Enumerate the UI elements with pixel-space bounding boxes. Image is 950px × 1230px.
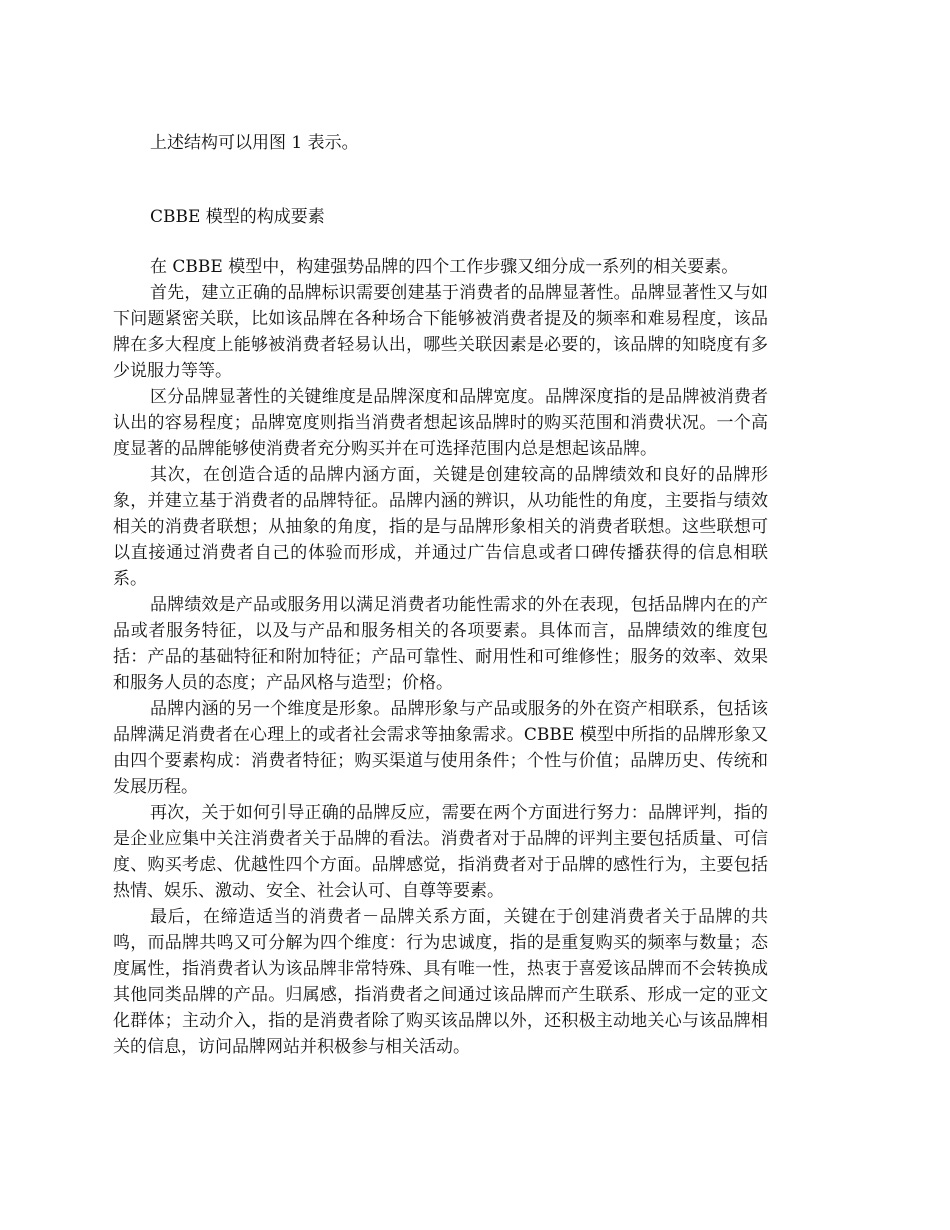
paragraph-6: 品牌内涵的另一个维度是形象。品牌形象与产品或服务的外在资产相联系，包括该品牌满足消费者在心理上的或者社会需求等抽象需求。CBBE 模型中所指的品牌形象又由四个要素构成：消费者特征；购买渠道与使用条件；个性与价值；品牌历史、传统和发展历程。	[113, 699, 768, 797]
intro-sentence: 上述结构可以用图 1 表示。	[150, 133, 359, 153]
paragraph-3: 区分品牌显著性的关键维度是品牌深度和品牌宽度。品牌深度指的是品牌被消费者认出的容易程度；品牌宽度则指当消费者想起该品牌时的购买范围和消费状况。一个高度显著的品牌能够使消费者充分购买并在可选择范围内总是想起该品牌。	[113, 387, 768, 459]
paragraph-8: 最后，在缔造适当的消费者－品牌关系方面，关键在于创建消费者关于品牌的共鸣，而品牌共鸣又可分解为四个维度：行为忠诚度，指的是重复购买的频率与数量；态度属性，指消费者认为该品牌非常特殊、具有唯一性，热衷于喜爱该品牌而不会转换成其他同类品牌的产品。归属感，指消费者之间通过该品牌而产生联系、形成一定的亚文化群体；主动介入，指的是消费者除了购买该品牌以外，还积极主动地关心与该品牌相关的信息，访问品牌网站并积极参与相关活动。	[113, 907, 768, 1057]
section-heading: CBBE 模型的构成要素	[150, 207, 325, 227]
paragraph-2: 首先，建立正确的品牌标识需要创建基于消费者的品牌显著性。品牌显著性又与如下问题紧密关联，比如该品牌在各种场合下能够被消费者提及的频率和难易程度，该品牌在多大程度上能够被消费者轻易认出，哪些关联因素是必要的，该品牌的知晓度有多少说服力等等。	[113, 283, 768, 381]
paragraph-1: 在 CBBE 模型中，构建强势品牌的四个工作步骤又细分成一系列的相关要素。	[150, 257, 739, 277]
paragraph-5: 品牌绩效是产品或服务用以满足消费者功能性需求的外在表现，包括品牌内在的产品或者服务特征，以及与产品和服务相关的各项要素。具体而言，品牌绩效的维度包括：产品的基础特征和附加特征；产品可靠性、耐用性和可维修性；服务的效率、效果和服务人员的态度；产品风格与造型；价格。	[113, 595, 768, 693]
document-page	[113, 128, 768, 1060]
paragraph-4: 其次，在创造合适的品牌内涵方面，关键是创建较高的品牌绩效和良好的品牌形象，并建立基于消费者的品牌特征。品牌内涵的辨识，从功能性的角度，主要指与绩效相关的消费者联想；从抽象的角度，指的是与品牌形象相关的消费者联想。这些联想可以直接通过消费者自己的体验而形成，并通过广告信息或者口碑传播获得的信息相联系。	[113, 465, 768, 589]
paragraph-7: 再次，关于如何引导正确的品牌反应，需要在两个方面进行努力：品牌评判，指的是企业应集中关注消费者关于品牌的看法。消费者对于品牌的评判主要包括质量、可信度、购买考虑、优越性四个方面。品牌感觉，指消费者对于品牌的感性行为，主要包括热情、娱乐、激动、安全、社会认可、自尊等要素。	[113, 803, 768, 901]
